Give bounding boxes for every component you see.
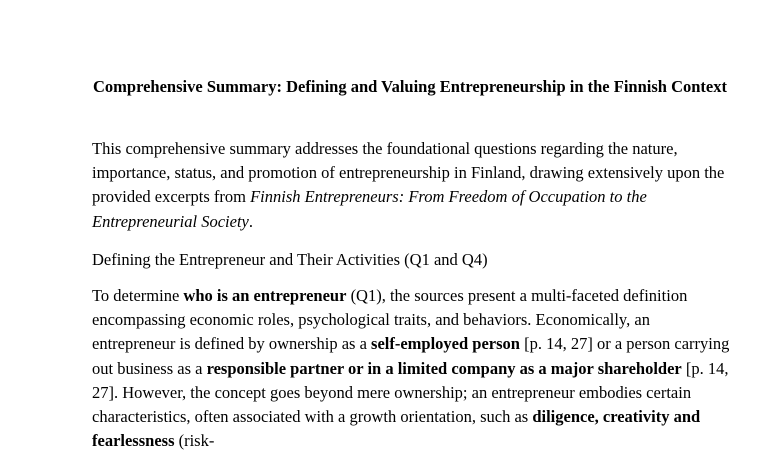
bold-term-diligence: diligence, creativity and fearlessness — [92, 407, 701, 451]
book-title: Finnish Entrepreneurs: From Freedom of Occupation to the Entrepreneurial Society — [92, 187, 647, 231]
body-text-2: (Q1), the sources present a multi-faceted definition encompassing economic roles, psychological traits, and behaviors. Economically, an entrepreneur is defined by ownership as a — [92, 286, 688, 354]
body-text-1: To determine — [92, 286, 184, 305]
bold-term-responsible-partner: responsible partner or in a limited company as a major shareholder — [206, 358, 682, 378]
body-text-4: [p. 14, 27]. However, the concept goes beyond mere ownership; an entrepreneur embodies certain characteristics, often associated with a growth orientation, such as — [92, 358, 729, 427]
body-text-5: (risk- — [174, 431, 215, 451]
bold-term-entrepreneur: who is an entrepreneur — [183, 286, 347, 305]
intro-paragraph — [92, 137, 732, 234]
section-heading: Defining the Entrepreneur and Their Activities (Q1 and Q4) — [92, 250, 488, 269]
bold-term-self-employed: self-employed person — [371, 334, 520, 354]
body-text-3: [p. 14, 27] or a person carrying out business as a — [92, 334, 730, 378]
intro-end: . — [248, 211, 253, 231]
document-title: Comprehensive Summary: Defining and Valuing Entrepreneurship in the Finnish Context — [93, 77, 727, 96]
body-paragraph — [92, 284, 732, 453]
intro-text: This comprehensive summary addresses the foundational questions regarding the nature, importance, status, and promotion of entrepreneurship in Finland, drawing extensively upon the provided excerpts from — [92, 139, 725, 207]
